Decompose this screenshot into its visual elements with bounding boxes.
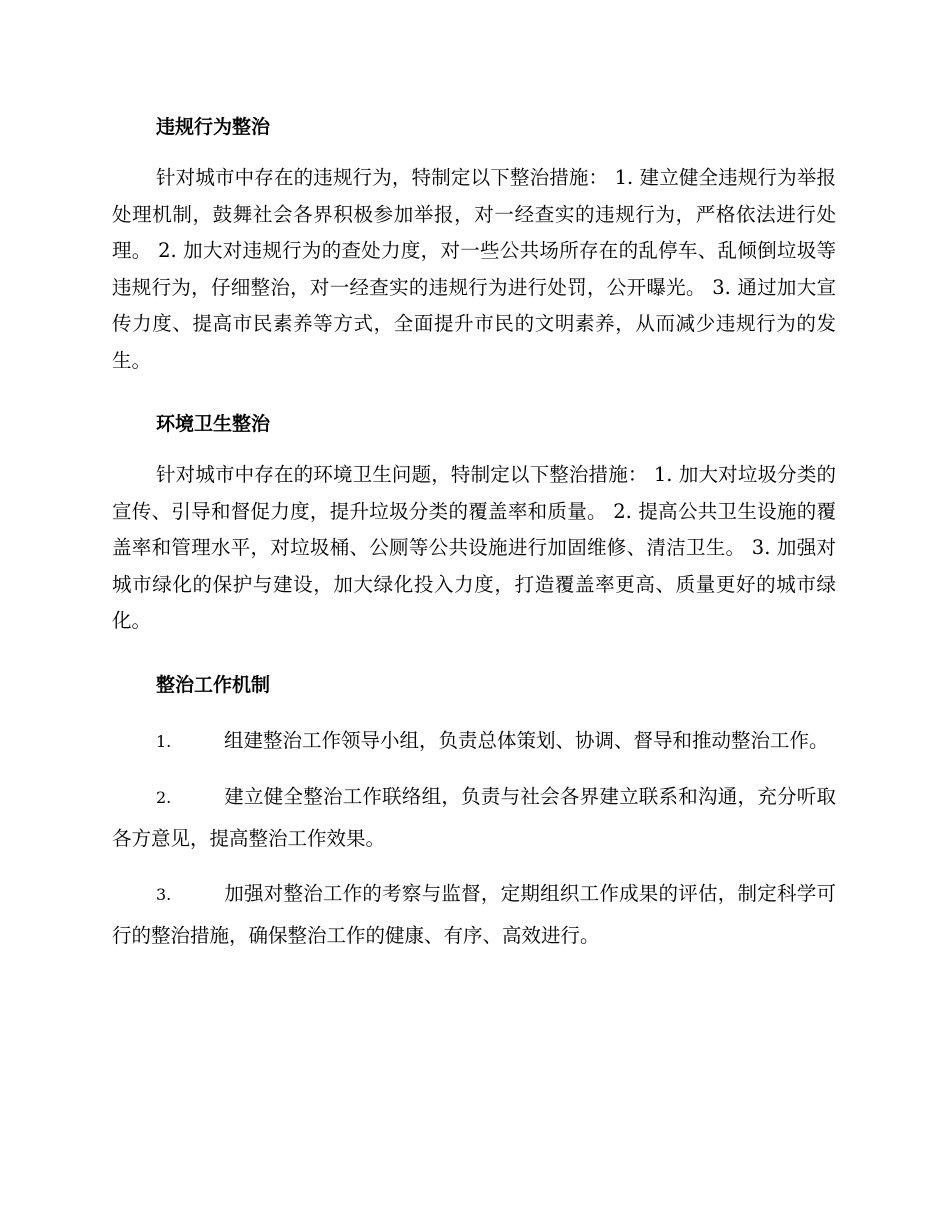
list-item [112, 720, 836, 762]
list-item [112, 873, 836, 956]
section-paragraph-violations: 针对城市中存在的违规行为，特制定以下整治措施： 1. 建立健全违规行为举报处理机制，鼓舞社会各界积极参加举报，对一经查实的违规行为，严格依法进行处理。 2. 加大对违规行为的查处力度，对一些公共场所存在的乱停车、乱倾倒垃圾等违规行为，仔细整治，对一经查实的违规行为进行处罚，公开曝光。 3. 通过加大宣传力度、提高市民素养等方式，全面提升市民的文明素养，从而减少违规行为的发生。 [112, 166, 836, 372]
section-heading-mechanism: 整治工作机制 [156, 673, 271, 696]
section-spacer [112, 650, 836, 664]
document-page [112, 106, 836, 956]
section-paragraph-sanitation: 针对城市中存在的环境卫生问题，特制定以下整治措施： 1. 加大对垃圾分类的宣传、引导和督促力度，提升垃圾分类的覆盖率和质量。 2. 提高公共卫生设施的覆盖率和管理水平，对垃圾桶、公厕等公共设施进行加固维修、清洁卫生。 3. 加强对城市绿化的保护与建设，加大绿化投入力度，打造覆盖率更高、质量更好的城市绿化。 [112, 463, 836, 632]
list-item-text: 加强对整治工作的考察与监督，定期组织工作成果的评估，制定科学可行的整治措施，确保整治工作的健康、有序、高效进行。 [112, 881, 836, 947]
list-item-number: 3. [156, 884, 172, 904]
list-item-text: 组建整治工作领导小组，负责总体策划、协调、督导和推动整治工作。 [224, 728, 829, 752]
list-item [112, 776, 836, 859]
section-heading-violations: 违规行为整治 [156, 116, 271, 138]
list-item-number: 1. [156, 731, 172, 751]
section-spacer [112, 389, 836, 403]
list-item-number: 2. [156, 787, 172, 807]
list-item-text: 建立健全整治工作联络组，负责与社会各界建立联系和沟通，充分听取各方意见，提高整治工作效果。 [112, 784, 836, 850]
section-heading-sanitation: 环境卫生整治 [156, 413, 271, 435]
